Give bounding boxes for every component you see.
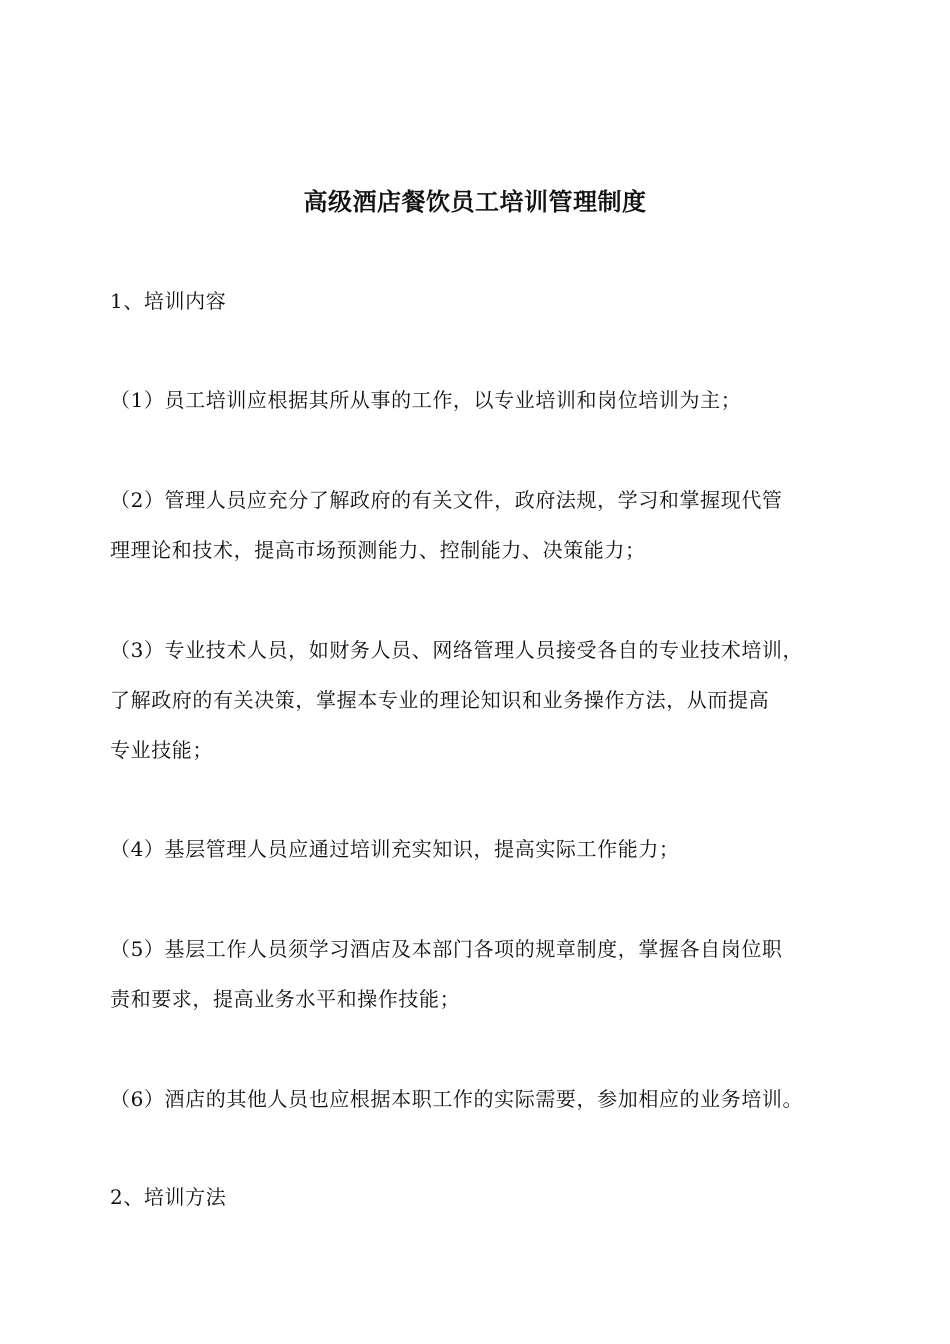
item-3-line-3: 专业技能； — [110, 738, 213, 762]
item-6-line-1: （6）酒店的其他人员也应根据本职工作的实际需要，参加相应的业务培训。 — [110, 1087, 804, 1111]
item-1-line-1: （1）员工培训应根据其所从事的工作，以专业培训和岗位培训为主； — [110, 388, 742, 412]
section-2-heading: 2、培训方法 — [110, 1185, 227, 1209]
section-1-heading: 1、培训内容 — [110, 289, 227, 313]
item-3-line-2: 了解政府的有关决策，掌握本专业的理论知识和业务操作方法，从而提高 — [110, 688, 770, 712]
document-title: 高级酒店餐饮员工培训管理制度 — [303, 188, 647, 216]
item-5-line-1: （5）基层工作人员须学习酒店及本部门各项的规章制度，掌握各自岗位职 — [110, 937, 783, 961]
item-2-line-1: （2）管理人员应充分了解政府的有关文件，政府法规，学习和掌握现代管 — [110, 488, 783, 512]
item-4-line-1: （4）基层管理人员应通过培训充实知识，提高实际工作能力； — [110, 837, 680, 861]
item-3-line-1: （3）专业技术人员，如财务人员、网络管理人员接受各自的专业技术培训， — [110, 638, 804, 662]
item-5-line-2: 责和要求，提高业务水平和操作技能； — [110, 987, 461, 1011]
item-2-line-2: 理理论和技术，提高市场预测能力、控制能力、决策能力； — [110, 538, 646, 562]
